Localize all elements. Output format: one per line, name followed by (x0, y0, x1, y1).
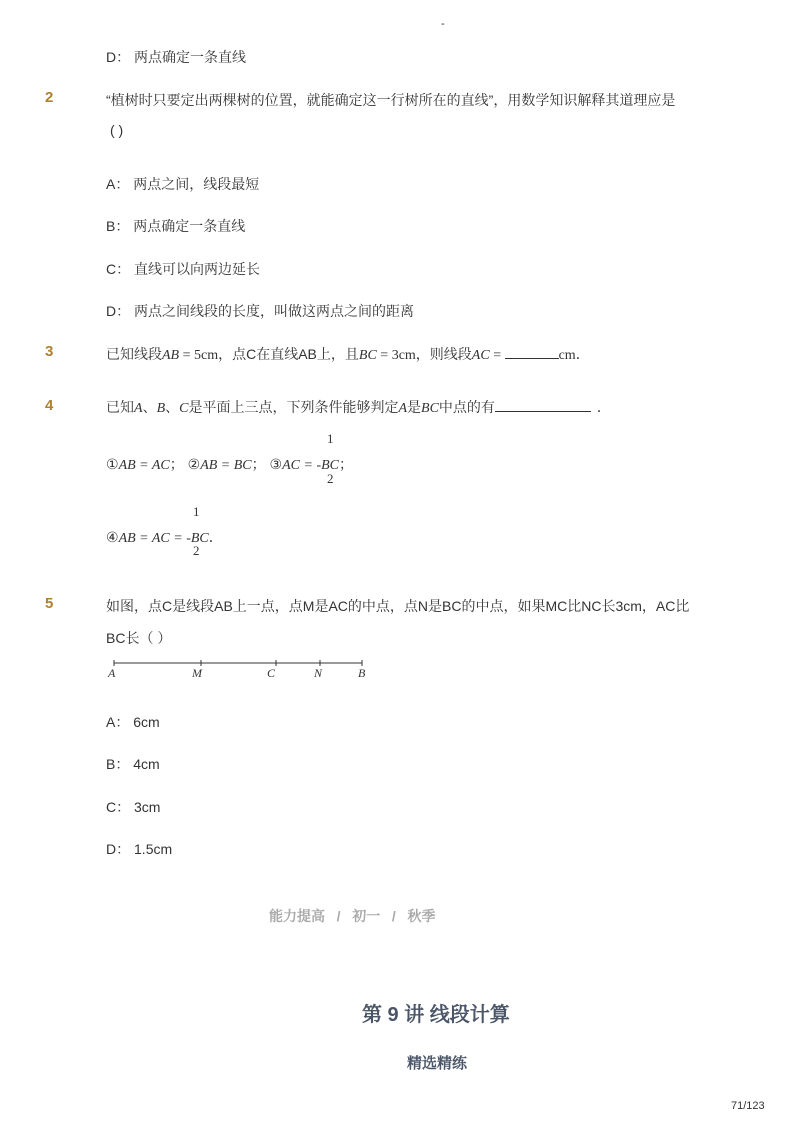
point-label-a: A (108, 666, 116, 680)
question-stem (106, 344, 590, 364)
math-value: = 5cm (179, 348, 219, 363)
segment-line (108, 657, 368, 671)
section-title: 精选精练 (407, 1055, 468, 1072)
option-label: D： (106, 303, 131, 319)
stem-text: 是平面上三点，下列条件能够判定 (188, 399, 399, 415)
stem-text: 已知 (106, 399, 134, 415)
point-label-m: M (192, 666, 202, 680)
condition-expr: AB = AC = (118, 531, 187, 546)
condition-expr: BC (190, 531, 209, 546)
option-text: 6cm (133, 714, 160, 730)
condition-expr: BC (321, 458, 340, 473)
fraction-numerator: 1 (193, 504, 200, 519)
condition-expr: AC = (282, 458, 317, 473)
q5-option-a (106, 712, 160, 732)
condition-expr: AB = AC (118, 458, 170, 473)
point-label-b: B (358, 666, 366, 680)
option-text: 两点之间，线段最短 (133, 176, 260, 192)
fraction-bar: - (316, 458, 322, 473)
option-label: B： (106, 218, 130, 234)
option-text: 3cm (134, 799, 161, 815)
question-stem: “植树时只要定出两棵树的位置，就能确定这一行树所在的直线”，用数学知识解释其道理应是 (106, 92, 676, 108)
math-symbol: B (156, 401, 166, 416)
page-footer: 能力提高 / 初一 / 秋季 (269, 908, 436, 924)
q2-option-d (106, 301, 414, 321)
math-symbol: A (398, 401, 408, 416)
q1-option-d (106, 47, 246, 67)
answer-blank (495, 411, 591, 412)
separator: ； (251, 456, 266, 472)
circled-number: ① (106, 456, 119, 472)
stem-text: ，点C在直线AB上，且 (218, 346, 359, 362)
top-mark: - (441, 18, 445, 30)
option-label: A： (106, 176, 130, 192)
question-number: 5 (45, 595, 54, 612)
answer-blank (505, 358, 559, 359)
option-text: 4cm (133, 756, 160, 772)
q2-option-c (106, 259, 260, 279)
unit: cm (558, 348, 576, 363)
math-value: = 3cm (376, 348, 416, 363)
question-number: 2 (45, 89, 54, 106)
q2-option-b (106, 216, 245, 236)
point-label-c: C (267, 666, 276, 680)
separator: ； (339, 456, 354, 472)
math-symbol: C (179, 401, 189, 416)
stem-text: 中点的有 (438, 399, 495, 415)
option-text: 两点确定一条直线 (133, 218, 246, 234)
period: ． (575, 346, 590, 362)
option-label: C： (106, 261, 131, 277)
point-label-n: N (314, 666, 323, 680)
option-text: 两点之间线段的长度，叫做这两点之间的距离 (134, 303, 415, 319)
separator: 、 (142, 399, 157, 415)
option-label: D： (106, 841, 131, 857)
period: ． (596, 399, 611, 415)
fraction-denominator: 2 (193, 543, 200, 558)
question-number: 3 (45, 343, 54, 360)
q2-option-a (106, 174, 259, 194)
math-symbol: AB (162, 348, 180, 363)
answer-paren: ( ) (110, 122, 124, 138)
condition-line-2 (106, 527, 223, 547)
question-stem-cont: BC长（ ） (106, 630, 172, 646)
question-number: 4 (45, 397, 54, 414)
math-symbol: BC (358, 348, 377, 363)
fraction-bar: - (186, 531, 191, 546)
math-value: = (489, 348, 505, 363)
math-symbol: BC (421, 401, 439, 416)
separator: 、 (165, 399, 180, 415)
fraction-numerator: 1 (327, 431, 334, 446)
option-label: A： (106, 714, 130, 730)
segment-diagram (108, 657, 368, 687)
stem-text: ，则线段 (415, 346, 472, 362)
period: ． (208, 529, 223, 545)
q5-option-d (106, 839, 172, 859)
option-label: D： (106, 49, 131, 65)
question-stem: 如图，点C是线段AB上一点，点M是AC的中点，点N是BC的中点，如果MC比NC长3cm，AC比 (106, 598, 690, 614)
page-number: 71/123 (731, 1100, 765, 1112)
option-text: 1.5cm (134, 841, 173, 857)
q5-option-b (106, 754, 160, 774)
option-text: 直线可以向两边延长 (134, 261, 261, 277)
stem-text: 是 (407, 399, 422, 415)
q5-option-c (106, 797, 160, 817)
question-stem (106, 397, 611, 417)
option-label: C： (106, 799, 131, 815)
stem-text: 已知线段 (106, 346, 162, 362)
circled-number: ② (187, 456, 201, 472)
lecture-title: 第 9 讲 线段计算 (362, 1004, 510, 1026)
circled-number: ④ (106, 529, 119, 545)
separator: ； (169, 456, 184, 472)
option-label: B： (106, 756, 130, 772)
math-symbol: A (134, 401, 143, 416)
condition-line-1 (106, 454, 353, 474)
circled-number: ③ (269, 456, 283, 472)
condition-expr: AB = BC (200, 458, 252, 473)
math-symbol: AC (471, 348, 490, 363)
option-text: 两点确定一条直线 (134, 49, 247, 65)
fraction-denominator: 2 (327, 471, 334, 486)
